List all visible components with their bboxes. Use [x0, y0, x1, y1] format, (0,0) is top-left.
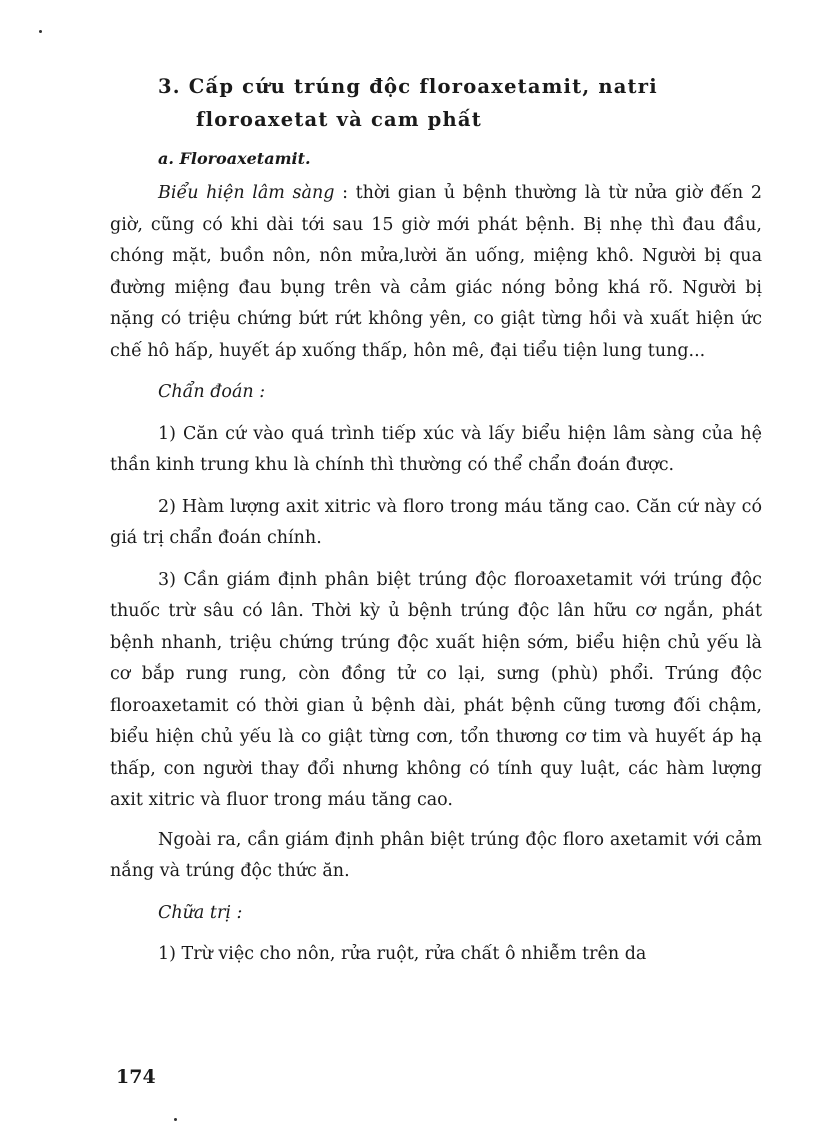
diagnosis-item-3: 3) Cần giám định phân biệt trúng độc floroaxetamit với trúng độc thuốc trừ sâu có lân. Thời kỳ ủ bệnh trúng độc lân hữu cơ ngắn, phát bệnh nhanh, triệu chứng trúng độc xuất hiện sớm, biểu hiện chủ yếu là cơ bắp rung rung, còn đồng tử co lại, sưng (phù) phổi. Trúng độc floroaxetamit có thời gian ủ bệnh dài, phát bệnh cũng tương đối chậm, biểu hiện chủ yếu là co giật từng cơn, tổn thương cơ tim và huyết áp hạ thấp, con người thay đổi nhưng không có tính quy luật, các hàm lượng axit xitric và fluor trong máu tăng cao. — [110, 569, 762, 810]
clinical-paragraph — [110, 178, 762, 367]
clinical-text: : thời gian ủ bệnh thường là từ nửa giờ đến 2 giờ, cũng có khi dài tới sau 15 giờ mới phát bệnh. Bị nhẹ thì đau đầu, chóng mặt, buồn nôn, nôn mửa,lười ăn uống, miệng khô. Người bị qua đường miệng đau bụng trên và cảm giác nóng bỏng khá rõ. Người bị nặng có triệu chứng bứt rứt không yên, co giật từng hồi và xuất hiện ức chế hô hấp, huyết áp xuống thấp, hôn mê, đại tiểu tiện lung tung... — [110, 183, 762, 361]
treatment-label: Chữa trị : — [158, 902, 243, 923]
subsection-heading: a. Floroaxetamit. — [158, 149, 311, 168]
page-number: 174 — [116, 1066, 156, 1088]
section-title: Cấp cứu trúng độc floroaxetamit, natri floroaxetat và cam phất — [188, 75, 658, 131]
diagnosis-item-1: 1) Căn cứ vào quá trình tiếp xúc và lấy biểu hiện lâm sàng của hệ thần kinh trung khu là chính thì thường có thể chẩn đoán được. — [110, 423, 762, 475]
scan-speck-top — [39, 30, 42, 33]
section-number: 3. — [158, 75, 181, 98]
diagnosis-label: Chẩn đoán : — [158, 382, 266, 402]
diagnosis-item-2: 2) Hàm lượng axit xitric và floro trong máu tăng cao. Căn cứ này có giá trị chẩn đoán chính. — [110, 496, 762, 548]
additional-note: Ngoài ra, cần giám định phân biệt trúng độc floro axetamit với cảm nắng và trúng độc thức ăn. — [110, 829, 762, 881]
page-body — [110, 70, 762, 981]
treatment-item-1: 1) Trừ việc cho nôn, rửa ruột, rửa chất ô nhiễm trên da — [158, 944, 647, 964]
scan-speck-bottom — [174, 1118, 177, 1121]
clinical-label: Biểu hiện lâm sàng — [158, 183, 335, 203]
section-heading — [158, 70, 762, 136]
